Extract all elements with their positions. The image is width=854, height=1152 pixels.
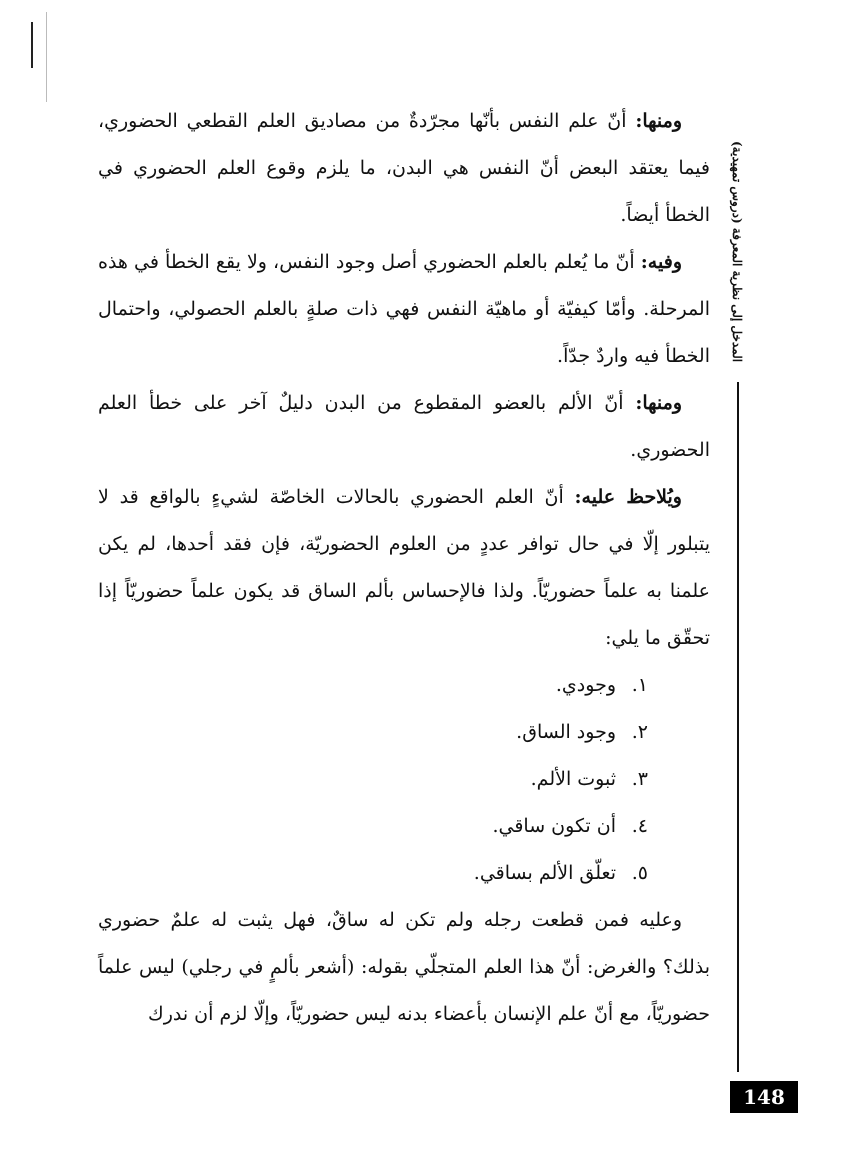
list-item [98,803,648,850]
paragraph-2-label: وفيه: [640,251,682,273]
paragraph-2 [98,239,710,380]
paragraph-3 [98,380,710,474]
paragraph-1 [98,98,710,239]
scan-edge-mark [31,22,33,68]
list-item-text: أن تكون ساقي. [492,815,616,837]
list-item [98,756,648,803]
paragraph-2-text: أنّ ما يُعلم بالعلم الحضوري أصل وجود النفس، ولا يقع الخطأ في هذه المرحلة. وأمّا كيفيّة أو ماهيّة النفس فهي ذات صلةٍ بالعلم الحصولي، واحتمال الخطأ فيه واردٌ جدّاً. [98,251,710,367]
scan-edge-line [46,12,47,102]
paragraph-1-text: أنّ علم النفس بأنّها مجرّدةٌ من مصاديق العلم القطعي الحضوري، فيما يعتقد البعض أنّ النفس هي البدن، ما يلزم وقوع العلم الحضوري في الخطأ أيضاً. [98,110,710,226]
paragraph-3-label: ومنها: [635,392,682,414]
paragraph-4 [98,474,710,662]
list-item-text: وجودي. [555,674,616,696]
list-item-text: تعلّق الألم بساقي. [473,862,616,884]
page-number: 148 [730,1081,798,1113]
list-item-number: ١. [631,674,648,696]
paragraph-3-text: أنّ الألم بالعضو المقطوع من البدن دليلٌ آخر على خطأ العلم الحضوري. [98,392,710,461]
paragraph-4-text: أنّ العلم الحضوري بالحالات الخاصّة لشيءٍ بالواقع قد لا يتبلور إلّا في حال توافر عددٍ من العلوم الحضوريّة، فإن فقد أحدها، لم يكن علمنا به علماً حضوريّاً. ولذا فالإحساس بألم الساق قد يكون علماً حضوريّاً إذا تحقّق ما يلي: [98,486,710,649]
list-item-text: ثبوت الألم. [530,768,616,790]
list-item [98,709,648,756]
list-item [98,662,648,709]
list-item-number: ٣. [631,768,648,790]
page-body [98,98,710,1038]
list-item-text: وجود الساق. [516,721,616,743]
list-item-number: ٥. [631,862,648,884]
list-item-number: ٤. [631,815,648,837]
paragraph-4-label: ويُلاحظ عليه: [574,486,682,508]
margin-rule [737,382,739,1072]
list-item-number: ٢. [631,721,648,743]
closing-paragraph: وعليه فمن قطعت رجله ولم تكن له ساقٌ، فهل يثبت له علمٌ حضوري بذلك؟ والغرض: أنّ هذا العلم المتجلّي بقوله: (أشعر بألمٍ في رجلي) ليس علماً حضوريّاً، مع أنّ علم الإنسان بأعضاء بدنه ليس حضوريّاً، وإلّا لزم أن ندرك [98,909,710,1025]
conditions-list [98,662,710,897]
running-title: المدخل إلى نظرية المعرفة (دروس تمهيدية) [730,141,744,363]
list-item [98,850,648,897]
paragraph-1-label: ومنها: [635,110,682,132]
